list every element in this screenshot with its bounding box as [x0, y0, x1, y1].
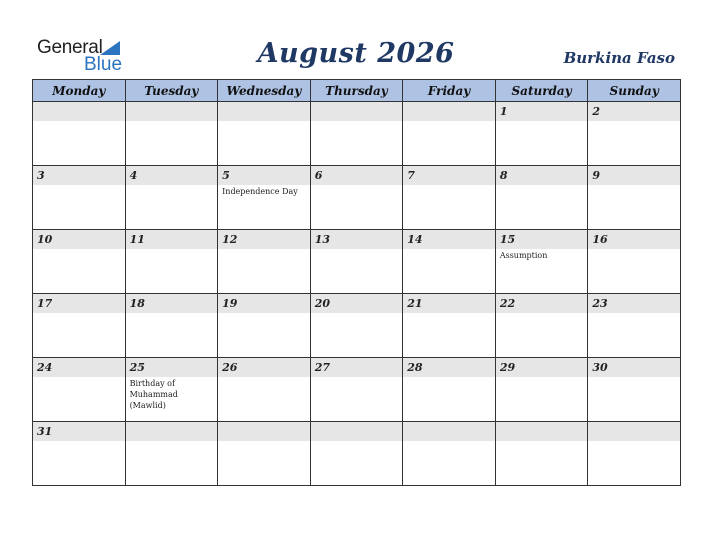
day-cell	[403, 230, 496, 294]
holiday-label	[496, 441, 588, 442]
day-number: 5	[218, 166, 310, 185]
day-cell	[33, 102, 126, 166]
day-cell	[218, 230, 311, 294]
holiday-label	[33, 313, 125, 314]
week-row	[33, 294, 681, 358]
day-number: 8	[496, 166, 588, 185]
holiday-label	[126, 441, 218, 442]
holiday-label	[311, 441, 403, 442]
day-number: 4	[126, 166, 218, 185]
day-number	[311, 102, 403, 121]
day-cell	[33, 358, 126, 422]
day-number: 26	[218, 358, 310, 377]
holiday-label	[126, 121, 218, 122]
day-cell	[495, 166, 588, 230]
holiday-label	[496, 185, 588, 186]
holiday-label	[403, 121, 495, 122]
day-cell	[403, 166, 496, 230]
day-number: 22	[496, 294, 588, 313]
day-number	[496, 422, 588, 441]
holiday-label	[588, 121, 680, 122]
day-cell	[218, 102, 311, 166]
day-number: 2	[588, 102, 680, 121]
day-cell	[495, 102, 588, 166]
weekday-tuesday: Tuesday	[125, 80, 218, 102]
day-number: 13	[311, 230, 403, 249]
day-number: 10	[33, 230, 125, 249]
holiday-label	[588, 377, 680, 378]
day-number: 3	[33, 166, 125, 185]
holiday-label: Birthday of Muhammad (Mawlid)	[129, 379, 178, 410]
day-number: 12	[218, 230, 310, 249]
page-title: August 2026	[257, 38, 455, 69]
day-cell	[33, 422, 126, 486]
day-cell	[588, 422, 681, 486]
day-cell	[125, 358, 218, 422]
holiday-label	[311, 313, 403, 314]
weekday-friday: Friday	[403, 80, 496, 102]
day-number: 15	[496, 230, 588, 249]
day-number: 11	[126, 230, 218, 249]
day-cell	[33, 294, 126, 358]
day-cell	[33, 166, 126, 230]
day-cell	[310, 422, 403, 486]
logo-general-text: General	[37, 37, 103, 58]
day-number: 16	[588, 230, 680, 249]
holiday-label	[126, 185, 218, 186]
day-number: 25	[126, 358, 218, 377]
day-cell	[403, 422, 496, 486]
day-cell	[218, 358, 311, 422]
holiday-label	[403, 377, 495, 378]
day-cell	[495, 294, 588, 358]
logo-blue-text: Blue	[84, 54, 123, 75]
holiday-label	[496, 377, 588, 378]
holiday-label	[33, 377, 125, 378]
holiday-label	[496, 313, 588, 314]
day-cell	[588, 166, 681, 230]
holiday-label: Independence Day	[222, 187, 298, 196]
holiday-label	[403, 249, 495, 250]
week-row	[33, 422, 681, 486]
day-number	[311, 422, 403, 441]
weekday-thursday: Thursday	[310, 80, 403, 102]
day-number: 14	[403, 230, 495, 249]
holiday-label	[588, 441, 680, 442]
holiday-label	[126, 313, 218, 314]
holiday-label: Assumption	[499, 251, 548, 260]
day-cell	[310, 230, 403, 294]
day-number	[218, 422, 310, 441]
day-number: 23	[588, 294, 680, 313]
weekday-sunday: Sunday	[588, 80, 681, 102]
holiday-label	[311, 249, 403, 250]
day-number	[588, 422, 680, 441]
day-number: 29	[496, 358, 588, 377]
week-row	[33, 166, 681, 230]
week-row	[33, 358, 681, 422]
holiday-label	[588, 249, 680, 250]
holiday-label	[218, 441, 310, 442]
day-cell	[403, 358, 496, 422]
holiday-label	[218, 249, 310, 250]
day-cell	[218, 166, 311, 230]
day-number: 31	[33, 422, 125, 441]
week-row	[33, 102, 681, 166]
day-cell	[495, 422, 588, 486]
day-number: 20	[311, 294, 403, 313]
holiday-label	[33, 441, 125, 442]
day-cell	[310, 166, 403, 230]
weekday-header-row	[33, 80, 681, 102]
holiday-label	[403, 185, 495, 186]
day-cell	[403, 102, 496, 166]
day-cell	[125, 166, 218, 230]
day-number	[403, 422, 495, 441]
day-cell	[310, 294, 403, 358]
day-number: 6	[311, 166, 403, 185]
day-cell	[403, 294, 496, 358]
day-number: 18	[126, 294, 218, 313]
weekday-wednesday: Wednesday	[218, 80, 311, 102]
day-number: 17	[33, 294, 125, 313]
day-number	[126, 422, 218, 441]
holiday-label	[218, 313, 310, 314]
holiday-label	[218, 121, 310, 122]
holiday-label	[33, 121, 125, 122]
day-number	[403, 102, 495, 121]
day-cell	[588, 294, 681, 358]
holiday-label	[403, 441, 495, 442]
day-number	[33, 102, 125, 121]
holiday-label	[126, 249, 218, 250]
day-number: 9	[588, 166, 680, 185]
day-cell	[218, 294, 311, 358]
holiday-label	[403, 313, 495, 314]
day-cell	[125, 422, 218, 486]
calendar-grid	[32, 79, 681, 486]
day-cell	[495, 230, 588, 294]
holiday-label	[218, 377, 310, 378]
holiday-label	[311, 377, 403, 378]
day-cell	[495, 358, 588, 422]
day-cell	[588, 102, 681, 166]
holiday-label	[311, 121, 403, 122]
day-cell	[125, 102, 218, 166]
day-cell	[588, 358, 681, 422]
day-number: 30	[588, 358, 680, 377]
day-number: 24	[33, 358, 125, 377]
day-cell	[310, 102, 403, 166]
day-number: 19	[218, 294, 310, 313]
holiday-label	[311, 185, 403, 186]
weekday-monday: Monday	[33, 80, 126, 102]
day-cell	[310, 358, 403, 422]
weekday-saturday: Saturday	[495, 80, 588, 102]
day-cell	[33, 230, 126, 294]
holiday-label	[33, 185, 125, 186]
day-number: 1	[496, 102, 588, 121]
day-number: 7	[403, 166, 495, 185]
day-number: 21	[403, 294, 495, 313]
week-row	[33, 230, 681, 294]
day-number: 27	[311, 358, 403, 377]
holiday-label	[588, 313, 680, 314]
country-name: Burkina Faso	[563, 49, 675, 67]
holiday-label	[588, 185, 680, 186]
day-number	[218, 102, 310, 121]
day-cell	[125, 230, 218, 294]
calendar-body	[33, 102, 681, 486]
day-number	[126, 102, 218, 121]
day-cell	[218, 422, 311, 486]
day-cell	[125, 294, 218, 358]
day-cell	[588, 230, 681, 294]
day-number: 28	[403, 358, 495, 377]
holiday-label	[33, 249, 125, 250]
holiday-label	[496, 121, 588, 122]
